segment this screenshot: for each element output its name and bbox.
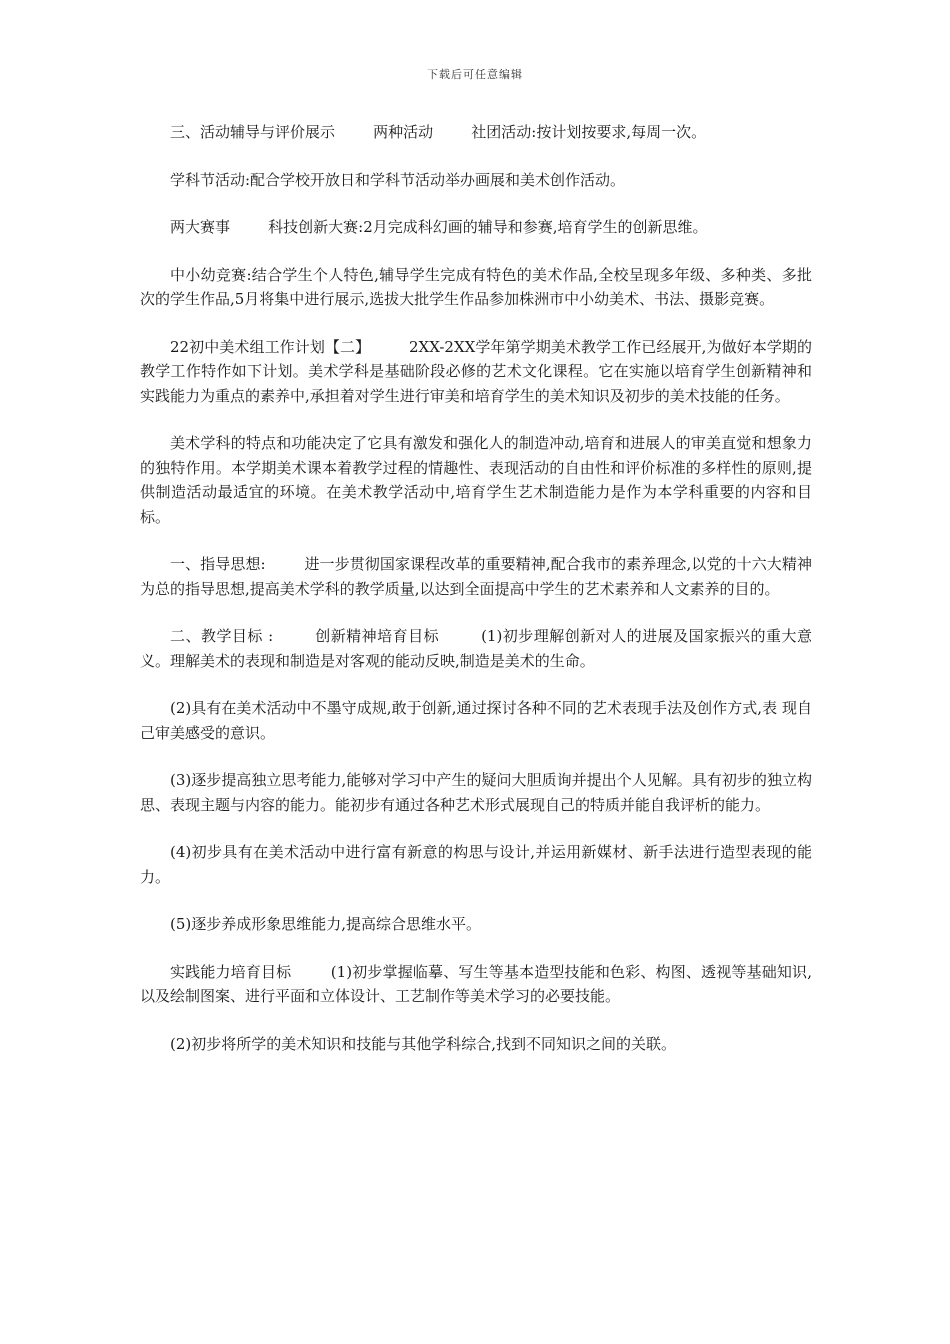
document-body — [140, 120, 812, 1079]
paragraph-practice-goals: 实践能力培育目标 (1)初步掌握临摹、写生等基本造型技能和色彩、构图、透视等基础知识,以及绘制图案、进行平面和立体设计、工艺制作等美术学习的必要技能。 — [140, 962, 812, 1005]
paragraph-guiding-thought: 一、指导思想: 进一步贯彻国家课程改革的重要精神,配合我市的素养理念,以党的十六大精神为总的指导思想,提高美术学科的教学质量,以达到全面提高中学生的艺术素养和人文素养的目的。 — [140, 555, 812, 598]
paragraph-subject-festival: 学科节活动:配合学校开放日和学科节活动举办画展和美术创作活动。 — [170, 170, 626, 189]
header-note: 下载后可任意编辑 — [427, 68, 523, 81]
paragraph-subject-features: 美术学科的特点和功能决定了它具有激发和强化人的制造冲动,培育和进展人的审美直觉和想象力的独特作用。本学期美术课本着教学过程的情趣性、表现活动的自由性和评价标准的多样性的原则,提供制造活动最适宜的环境。在美术教学活动中,培育学生艺术制造能力是作为本学科重要的内容和目标。 — [140, 434, 812, 526]
paragraph-goal-3: (3)逐步提高独立思考能力,能够对学习中产生的疑问大胆质询并提出个人见解。具有初步的独立构思、表现主题与内容的能力。能初步有通过各种艺术形式展现自己的特质并能自我评析的能力。 — [140, 771, 812, 814]
paragraph-school-competition: 中小幼竞赛:结合学生个人特色,辅导学生完成有特色的美术作品,全校呈现多年级、多种类、多批次的学生作品,5月将集中进行展示,选拔大批学生作品参加株洲市中小幼美术、书法、摄影竞赛。 — [140, 265, 812, 308]
paragraph-two-competitions: 两大赛事 科技创新大赛:2月完成科幻画的辅导和参赛,培育学生的创新思维。 — [170, 218, 708, 236]
paragraph-goal-5: (5)逐步养成形象思维能力,提高综合思维水平。 — [170, 915, 482, 933]
paragraph-activities: 三、活动辅导与评价展示 两种活动 社团活动:按计划按要求,每周一次。 — [170, 123, 707, 141]
paragraph-work-plan-intro: 22初中美术组工作计划【二】 2XX-2XX学年第学期美术教学工作已经展开,为做好本学期的教学工作特作如下计划。美术学科是基础阶段必修的艺术文化课程。它在实施以培育学生创新精神和实践能力为重点的素养中,承担着对学生进行审美和培育学生的美术知识及初步的美术技能的任务。 — [140, 337, 812, 405]
paragraph-goal-4: (4)初步具有在美术活动中进行富有新意的构思与设计,并运用新媒材、新手法进行造型表现的能力。 — [140, 843, 812, 886]
paragraph-practice-goal-2: (2)初步将所学的美术知识和技能与其他学科综合,找到不同知识之间的关联。 — [170, 1034, 677, 1053]
paragraph-goal-2: (2)具有在美术活动中不墨守成规,敢于创新,通过探讨各种不同的艺术表现手法及创作方式,表 现自己审美感受的意识。 — [140, 699, 812, 742]
paragraph-teaching-goals: 二、教学目标 : 创新精神培育目标 (1)初步理解创新对人的进展及国家振兴的重大意义。理解美术的表现和制造是对客观的能动反映,制造是美术的生命。 — [140, 627, 812, 670]
